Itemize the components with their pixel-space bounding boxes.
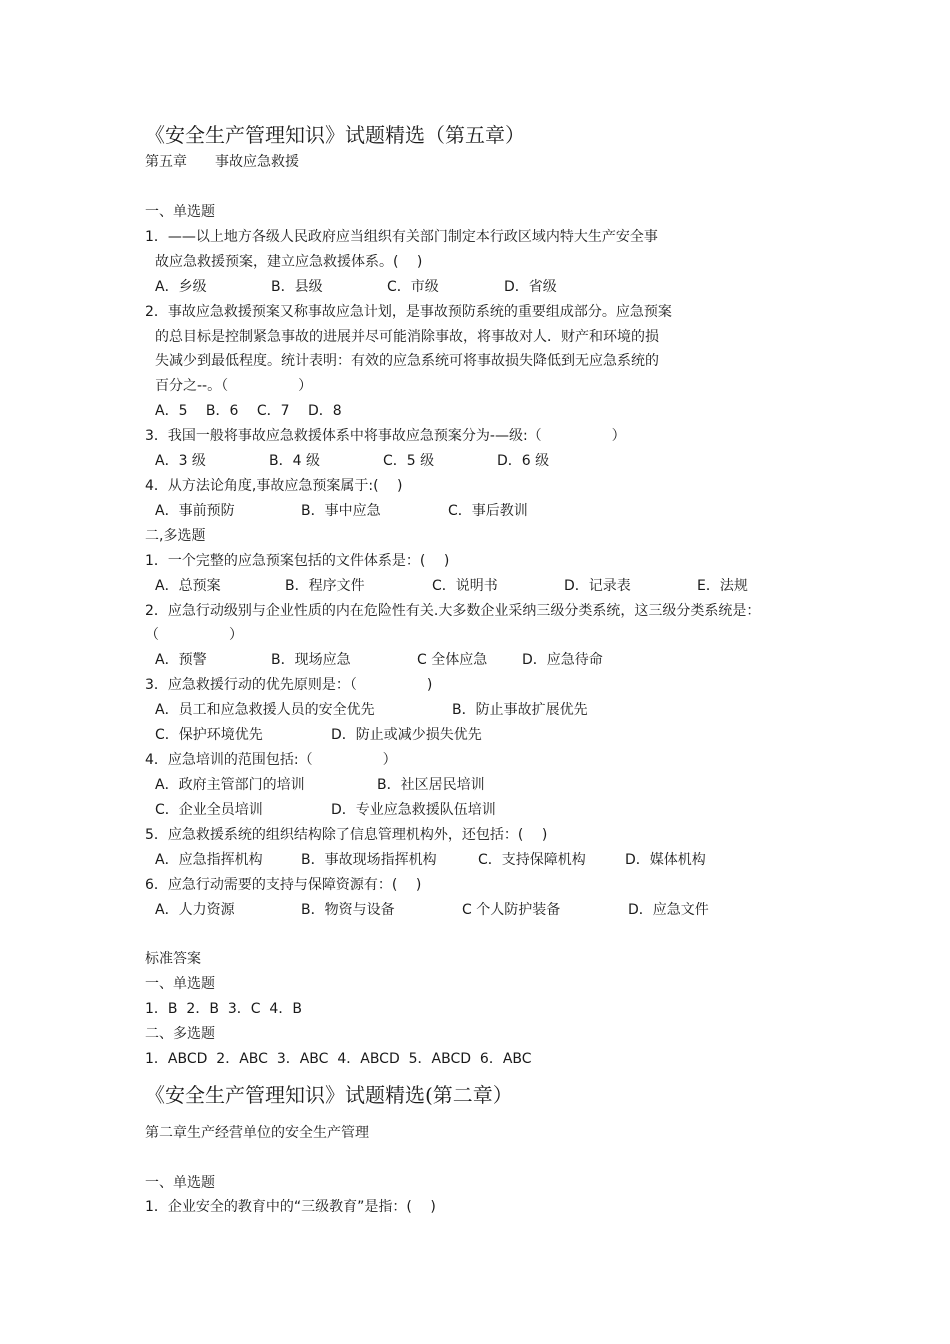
question-text: 故应急救援预案，建立应急救援体系。( ) xyxy=(155,254,423,270)
option: A．应急指挥机构 xyxy=(155,852,263,868)
section-heading: 一、单选题 xyxy=(145,976,215,992)
option: D．应急文件 xyxy=(628,902,709,918)
option: D．省级 xyxy=(504,279,557,295)
question-text: 5．应急救援系统的组织结构除了信息管理机构外，还包括：( ) xyxy=(145,827,548,843)
option: A．预警 xyxy=(155,652,207,668)
option: D．应急待命 xyxy=(522,652,603,668)
question-text: 3．我国一般将事故应急救援体系中将事故应急预案分为-—级:（ ） xyxy=(145,428,626,444)
option: C．保护环境优先 xyxy=(155,727,263,743)
answers-heading: 标准答案 xyxy=(145,951,201,967)
section-heading: 二,多选题 xyxy=(145,528,206,544)
option: B．现场应急 xyxy=(271,652,351,668)
option: B．4 级 xyxy=(269,453,320,469)
option: A．总预案 xyxy=(155,578,221,594)
question-text: 1．企业安全的教育中的“三级教育”是指：( ) xyxy=(145,1199,436,1215)
option: C．市级 xyxy=(387,279,439,295)
question-text: 6．应急行动需要的支持与保障资源有：( ) xyxy=(145,877,422,893)
answer-line: 1．ABCD 2．ABC 3．ABC 4．ABCD 5．ABCD 6．ABC xyxy=(145,1051,532,1067)
option: B．程序文件 xyxy=(285,578,365,594)
section-heading: 一、单选题 xyxy=(145,204,215,220)
option: A．政府主管部门的培训 xyxy=(155,777,305,793)
page-title: 《安全生产管理知识》试题精选（第五章） xyxy=(145,123,525,147)
option: A．事前预防 xyxy=(155,503,235,519)
question-text: 4．从方法论角度,事故应急预案属于:( ) xyxy=(145,478,403,494)
option: A．5 B．6 C．7 D．8 xyxy=(155,403,342,419)
option: D．专业应急救援队伍培训 xyxy=(331,802,496,818)
option: D．记录表 xyxy=(564,578,631,594)
section-heading: 一、单选题 xyxy=(145,1175,215,1191)
option: C 全体应急 xyxy=(417,652,488,668)
option: A．乡级 xyxy=(155,279,207,295)
option: B．物资与设备 xyxy=(301,902,395,918)
question-text: 1．——以上地方各级人民政府应当组织有关部门制定本行政区域内特大生产安全事 xyxy=(145,229,658,245)
option: B．县级 xyxy=(271,279,323,295)
option: C．5 级 xyxy=(383,453,435,469)
option: D．6 级 xyxy=(497,453,550,469)
question-text: 1．一个完整的应急预案包括的文件体系是：( ) xyxy=(145,553,450,569)
chapter-heading: 第五章 事故应急救援 xyxy=(145,154,299,170)
chapter-heading: 第二章生产经营单位的安全生产管理 xyxy=(145,1125,369,1141)
question-text: 3．应急救援行动的优先原则是：（ ) xyxy=(145,677,433,693)
option: A．人力资源 xyxy=(155,902,235,918)
question-text: 2．应急行动级别与企业性质的内在危险性有关.大多数企业采纳三级分类系统，这三级分类系统是： xyxy=(145,603,761,619)
option: C．支持保障机构 xyxy=(478,852,586,868)
option: B．防止事故扩展优先 xyxy=(452,702,588,718)
option: C．企业全员培训 xyxy=(155,802,263,818)
question-text: 百分之--。（ ） xyxy=(155,378,313,394)
question-text: 4．应急培训的范围包括:（ ） xyxy=(145,752,397,768)
question-text: 失减少到最低程度。统计表明：有效的应急系统可将事故损失降低到无应急系统的 xyxy=(155,353,659,369)
option: C 个人防护装备 xyxy=(462,902,561,918)
option: D．防止或减少损失优先 xyxy=(331,727,482,743)
option: A．员工和应急救援人员的安全优先 xyxy=(155,702,375,718)
option: B．社区居民培训 xyxy=(377,777,485,793)
answer-line: 1．B 2．B 3．C 4．B xyxy=(145,1001,302,1017)
question-text: 2．事故应急救援预案又称事故应急计划，是事故预防系统的重要组成部分。应急预案 xyxy=(145,304,672,320)
page-title: 《安全生产管理知识》试题精选(第二章） xyxy=(145,1083,513,1107)
option: C．事后教训 xyxy=(448,503,528,519)
option: B．事中应急 xyxy=(301,503,381,519)
option: E．法规 xyxy=(697,578,748,594)
option: A．3 级 xyxy=(155,453,206,469)
question-text: 的总目标是控制紧急事故的进展并尽可能消除事故，将事故对人．财产和环境的损 xyxy=(155,329,659,345)
option: C．说明书 xyxy=(432,578,498,594)
section-heading: 二、多选题 xyxy=(145,1026,215,1042)
option: B．事故现场指挥机构 xyxy=(301,852,437,868)
question-text: （ ） xyxy=(145,627,243,643)
option: D．媒体机构 xyxy=(625,852,706,868)
